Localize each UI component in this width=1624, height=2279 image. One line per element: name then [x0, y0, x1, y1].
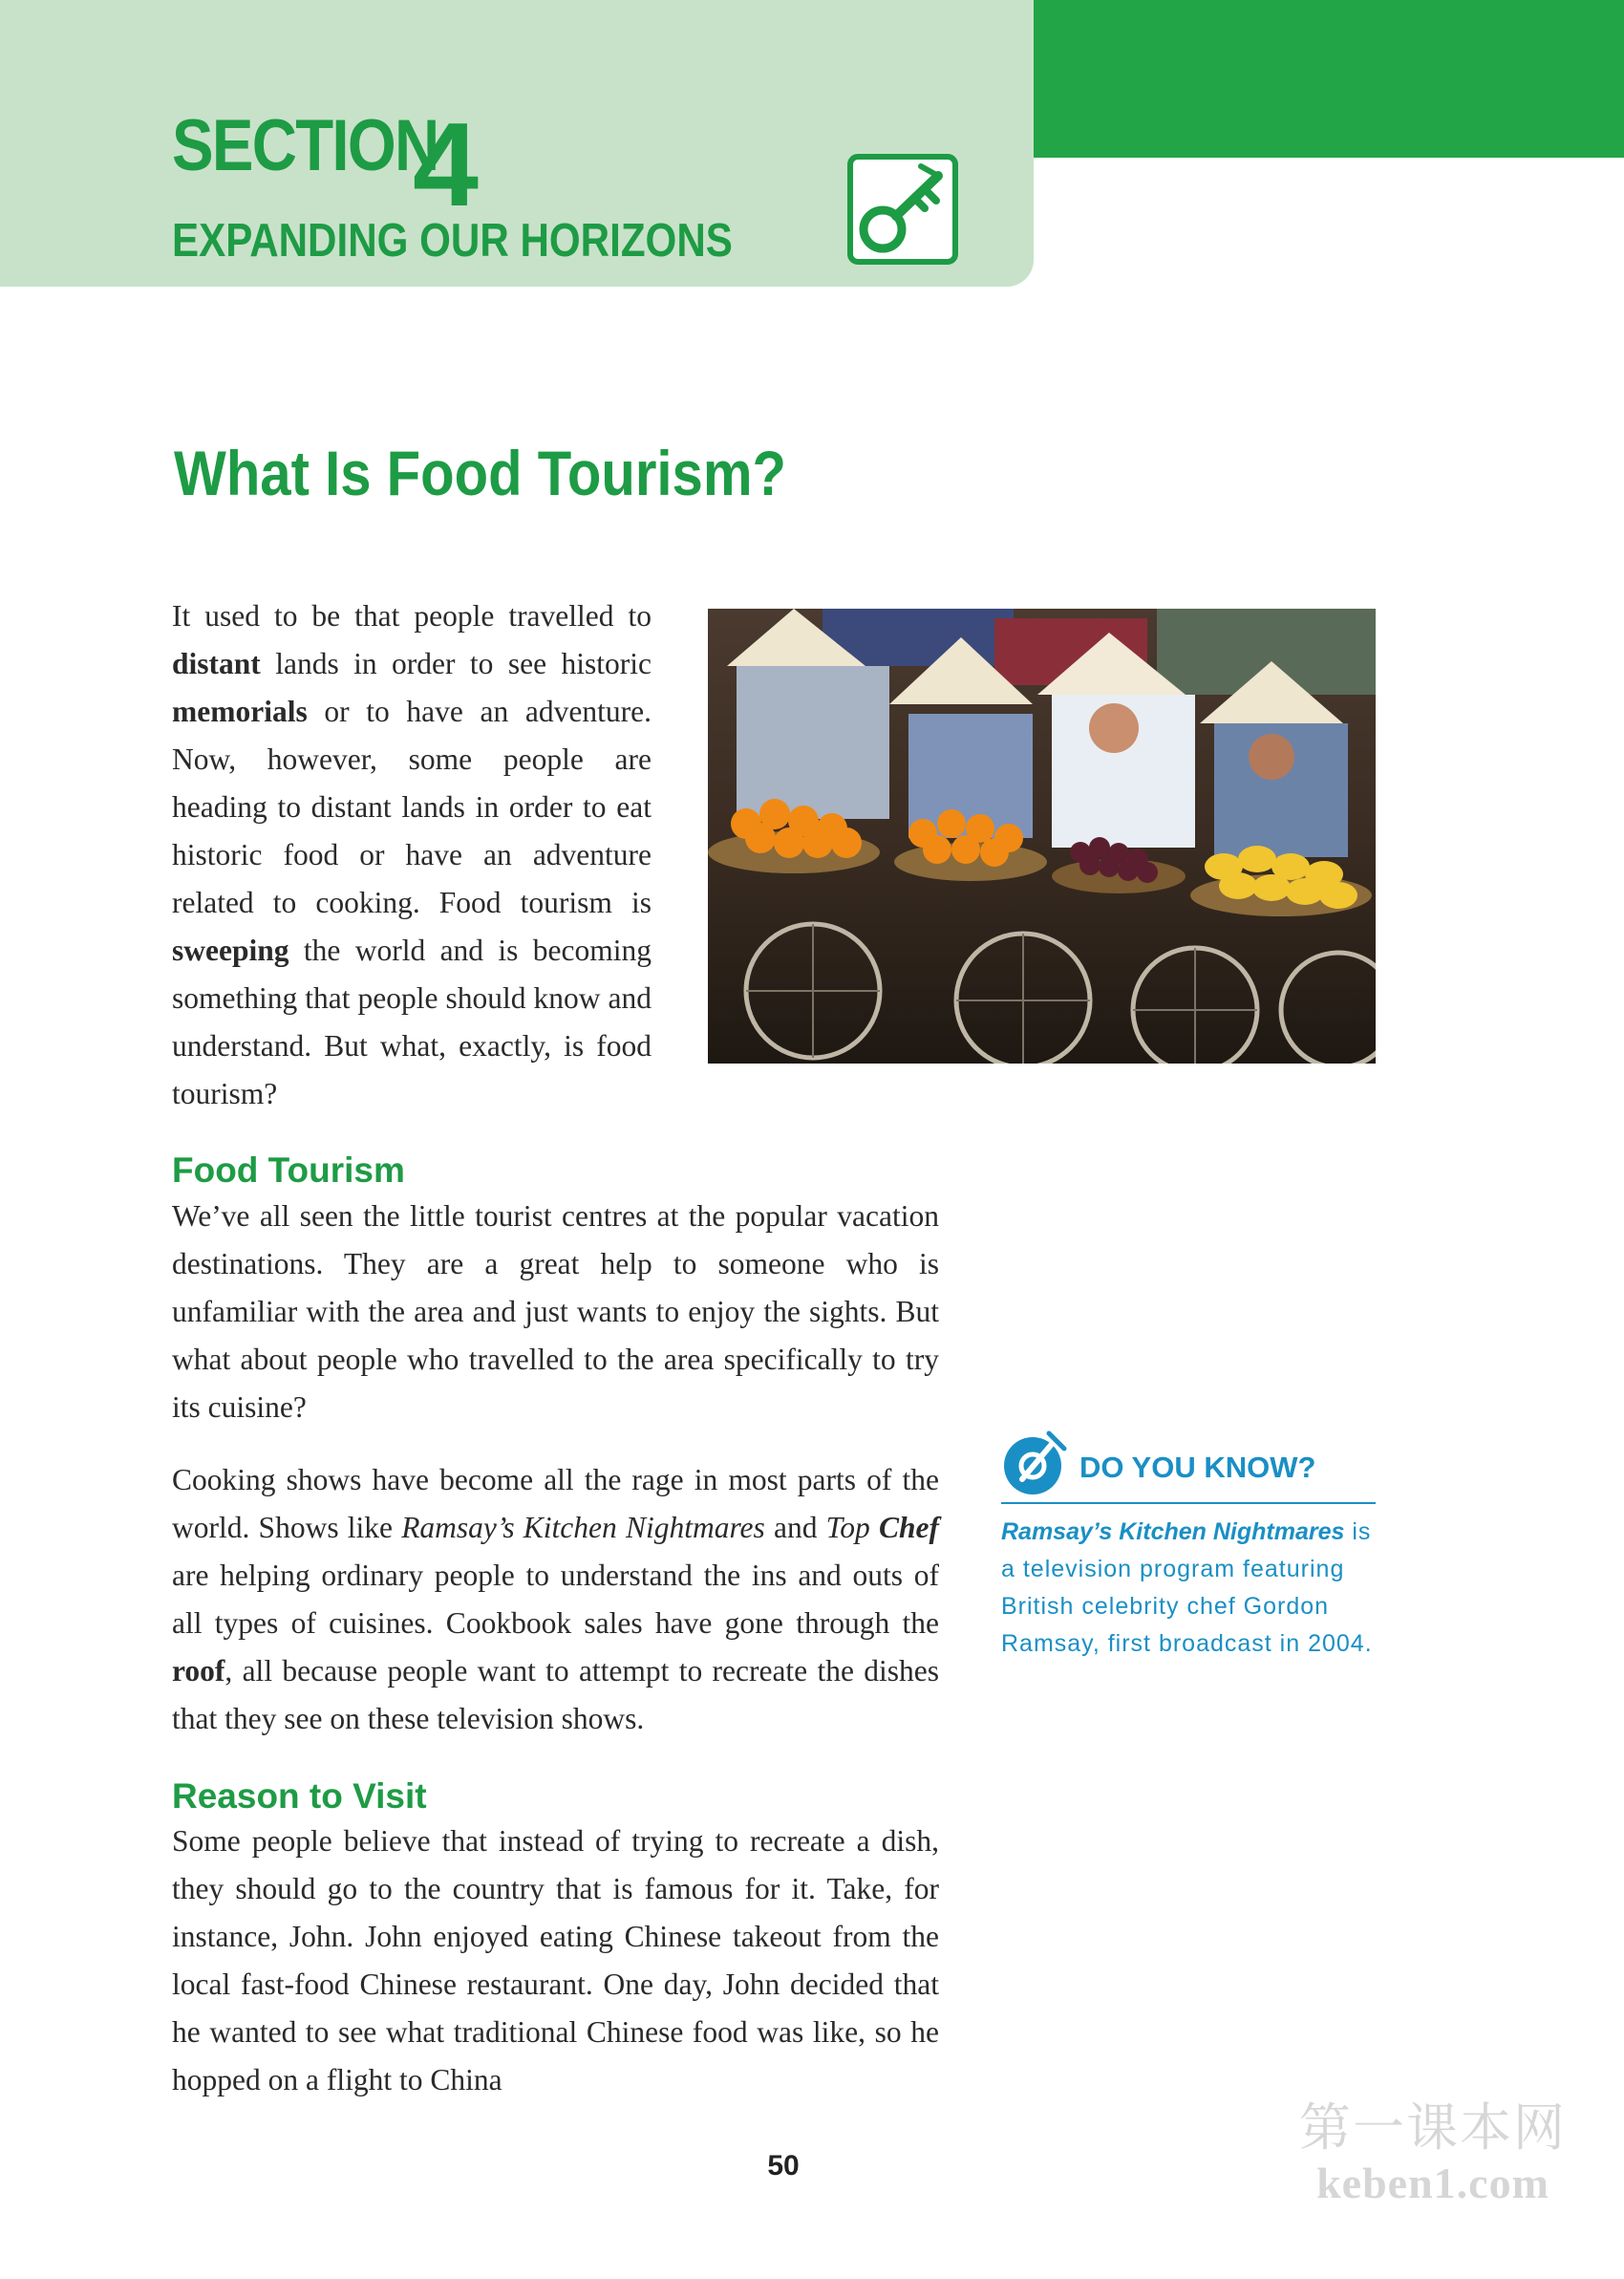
did-you-know-text: Ramsay’s Kitchen Nightmares is a television program featuring British celebrity chef Gordon Ramsay, first broadcast in 2004.: [1001, 1518, 1373, 1657]
market-vendors-photo: [708, 609, 1376, 1064]
food-tourism-paragraph-1: We’ve all seen the little tourist centres at the popular vacation destinations. They are a great help to someone who is unfamiliar with the area and just wants to enjoy the sights. But what about people who travelled to the area specifically to try its cuisine?: [172, 1199, 939, 1424]
watermark: [1280, 2097, 1586, 2207]
page-number: 50: [767, 2150, 800, 2182]
lightbulb-info-icon: [1001, 1430, 1068, 1496]
section-number: 4: [413, 99, 479, 231]
page-title: What Is Food Tourism?: [174, 438, 786, 508]
did-you-know-title: DO YOU KNOW?: [1079, 1451, 1316, 1484]
section-label: [172, 99, 481, 231]
food-tourism-paragraph-2: Cooking shows have become all the rage in most parts of the world. Shows like Ramsay’s Kitchen Nightmares and Top Chef are helping ordinary people to understand the ins and outs of all types of cuisines. Cookbook sales have gone through the roof, all because people want to attempt to recreate the dishes that they see on these television shows.: [172, 1463, 939, 1735]
key-icon: [846, 153, 959, 266]
watermark-chinese: 第一课本网: [1299, 2097, 1567, 2158]
intro-paragraph: It used to be that people travelled to distant lands in order to see historic memorials or to have an adventure. Now, however, some people are heading to distant lands in order to eat historic food or have an adventure related to cooking. Food tourism is sweeping the world and is becoming something that people should know and understand. But what, exactly, is food tourism?: [172, 599, 652, 1110]
header-accent-bar: [1034, 0, 1624, 158]
watermark-url: keben1.com: [1316, 2159, 1549, 2207]
reason-to-visit-heading: Reason to Visit: [172, 1776, 427, 1816]
did-you-know-header: [1001, 1430, 1376, 1504]
did-you-know-box: [1001, 1430, 1376, 1663]
section-word: SECTION: [172, 105, 438, 186]
reason-to-visit-paragraph: Some people believe that instead of trying to recreate a dish, they should go to the country that is famous for it. Take, for instance, John. John enjoyed eating Chinese takeout from the local fast-food Chinese restaurant. One day, John decided that he wanted to see what traditional Chinese food was like, so he hopped on a flight to China: [172, 1824, 939, 2096]
food-tourism-heading: Food Tourism: [172, 1150, 405, 1190]
section-title: EXPANDING OUR HORIZONS: [172, 215, 733, 267]
